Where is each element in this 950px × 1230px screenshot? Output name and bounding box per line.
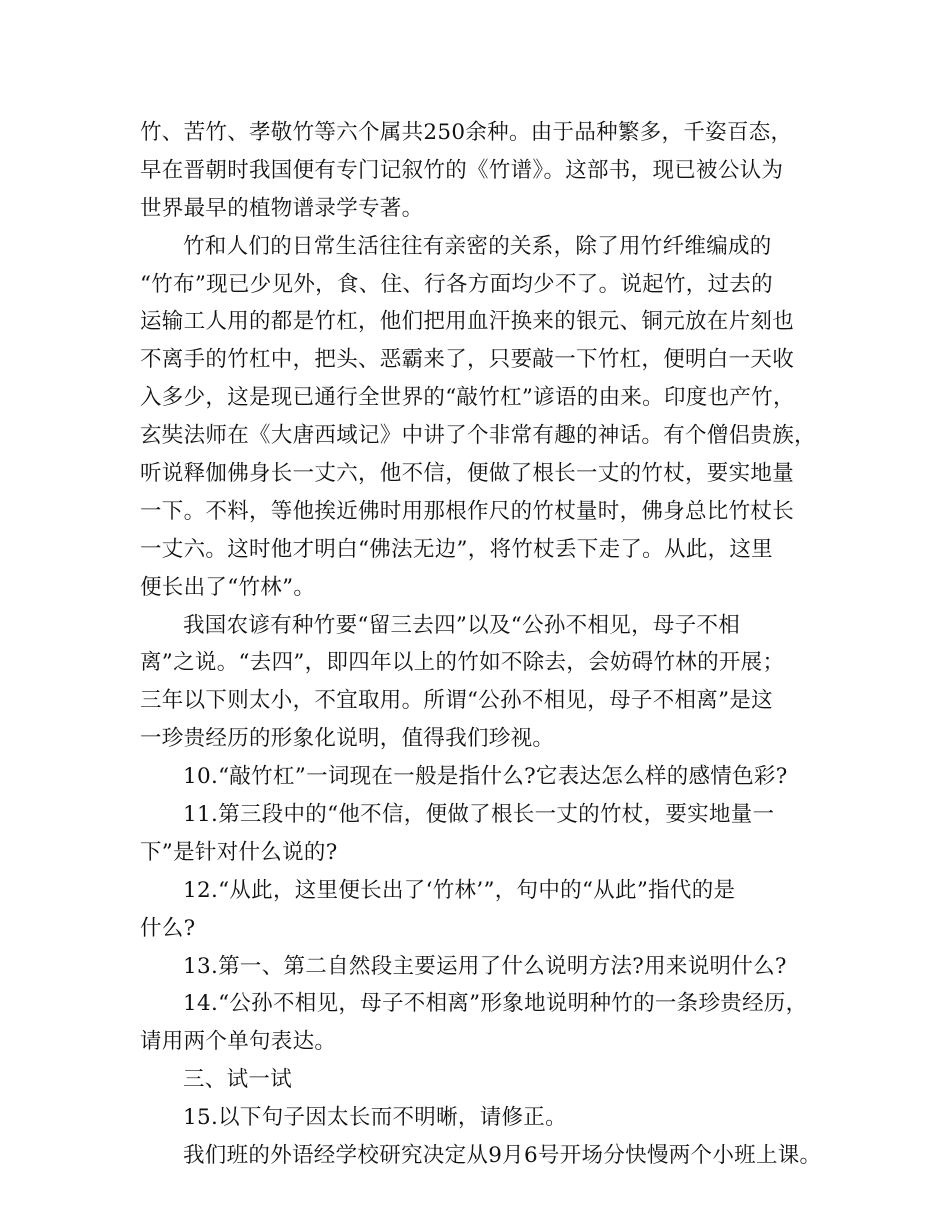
text-line: 早在晋朝时我国便有专门记叙竹的《竹谱》。这部书，现已被公认为 [140, 157, 784, 183]
text-line: 13.第一、第二自然段主要运用了什么说明方法?用来说明什么? [183, 953, 787, 979]
text-line: 一丈六。这时他才明白“佛法无边”，将竹杖丢下走了。从此，这里 [140, 536, 773, 562]
text-line: 10.“敲竹杠”一词现在一般是指什么?它表达怎么样的感情色彩? [183, 764, 788, 790]
text-line: 离”之说。“去四”，即四年以上的竹如不除去，会妨碍竹林的开展； [140, 650, 785, 676]
text-line: 一珍贵经历的形象化说明，值得我们珍视。 [140, 726, 555, 752]
text-line: 三、试一试 [183, 1067, 293, 1093]
text-line: 我们班的外语经学校研究决定从9月6号开场分快慢两个小班上课。 [183, 1143, 822, 1169]
text-line: 运输工人用的都是竹杠，他们把用血汗换来的银元、铜元放在片刻也 [140, 309, 795, 335]
text-line: 15.以下句子因太长而不明晰，请修正。 [183, 1105, 567, 1131]
text-line: 11.第三段中的“他不信，便做了根长一丈的竹杖，要实地量一 [183, 802, 775, 828]
text-line: 请用两个单句表达。 [140, 1029, 337, 1055]
text-line: 我国农谚有种竹要“留三去四”以及“公孙不相见，母子不相 [183, 612, 741, 638]
text-line: 什么? [140, 915, 196, 941]
text-line: 14.“公孙不相见，母子不相离”形象地说明种竹的一条珍贵经历， [183, 991, 808, 1017]
text-line: 竹、苦竹、孝敬竹等六个属共250余种。由于品种繁多，千姿百态， [140, 120, 793, 145]
text-line: 竹和人们的日常生活往往有亲密的关系，除了用竹纤维编成的 [183, 233, 772, 259]
text-line: 不离手的竹杠中，把头、恶霸来了，只要敲一下竹杠，便明白一天收 [140, 347, 795, 373]
text-line: 世界最早的植物谱录学专著。 [140, 195, 424, 221]
text-line: 一下。不料，等他挨近佛时用那根作尺的竹杖量时，佛身总比竹杖长 [140, 498, 795, 524]
text-line: 入多少，这是现已通行全世界的“敲竹杠”谚语的由来。印度也产竹， [140, 385, 795, 411]
text-line: 下”是针对什么说的? [140, 839, 338, 865]
text-line: 三年以下则太小，不宜取用。所谓“公孙不相见，母子不相离”是这 [140, 688, 773, 714]
text-line: 玄奘法师在《大唐西域记》中讲了个非常有趣的神话。有个僧侣贵族， [140, 423, 816, 449]
text-line: 便长出了“竹林”。 [140, 574, 316, 600]
text-line: “竹布”现已少见外，食、住、行各方面均少不了。说起竹，过去的 [140, 271, 773, 297]
text-line: 12.“从此，这里便长出了‘竹林’”，句中的“从此”指代的是 [183, 877, 736, 903]
text-line: 听说释伽佛身长一丈六，他不信，便做了根长一丈的竹杖，要实地量 [140, 461, 795, 487]
document-body [140, 114, 830, 1175]
